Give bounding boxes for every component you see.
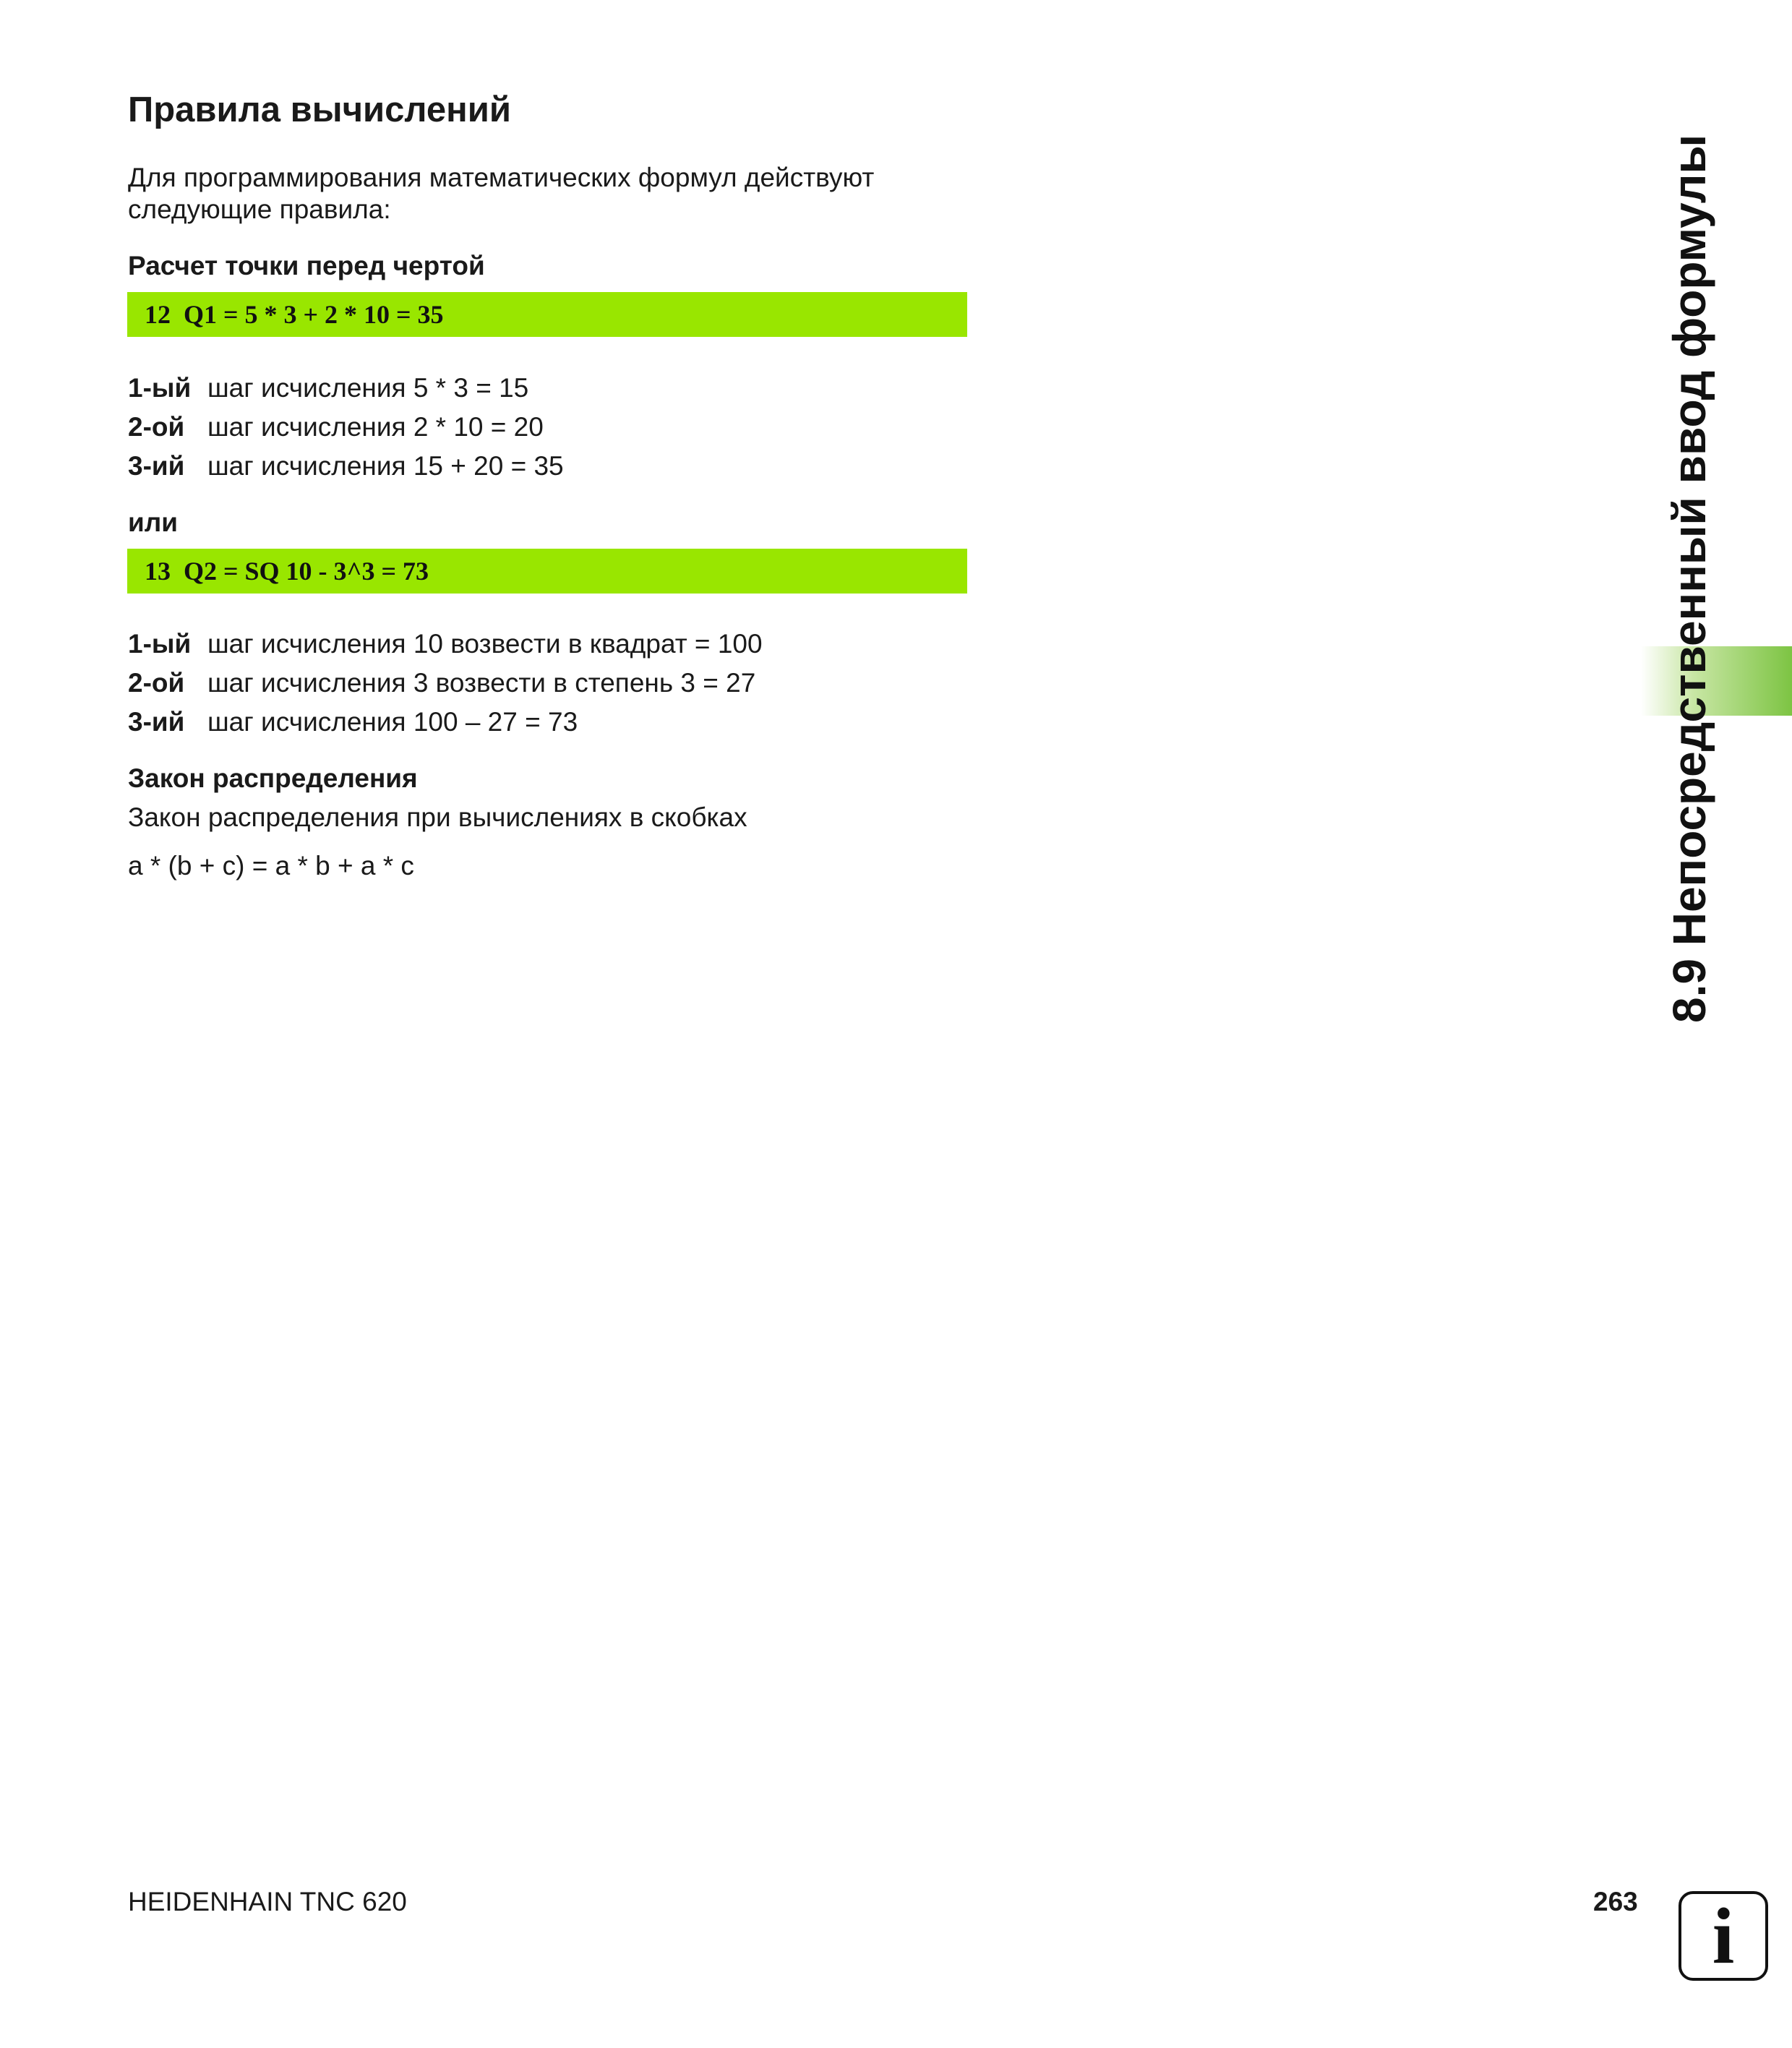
step-text: шаг исчисления 3 возвести в степень 3 = 27 [207, 668, 756, 698]
step-number: 2-ой [128, 412, 185, 442]
step-text: шаг исчисления 10 возвести в квадрат = 100 [207, 629, 763, 659]
intro-paragraph [128, 162, 874, 226]
page-number: 263 [1593, 1887, 1638, 1916]
info-icon-glyph: i [1712, 1891, 1735, 1980]
chapter-side-title: 8.9 Непосредственный ввод формулы [1663, 134, 1715, 1023]
distributive-law-description: Закон распределения при вычислениях в скобках [128, 802, 747, 832]
step-text: шаг исчисления 2 * 10 = 20 [207, 412, 544, 442]
step-number: 2-ой [128, 668, 185, 698]
distributive-law-formula: a * (b + c) = a * b + a * c [128, 851, 414, 881]
step-text: шаг исчисления 5 * 3 = 15 [207, 373, 529, 403]
intro-line-2: следующие правила: [128, 194, 391, 224]
step-number: 3-ий [128, 707, 185, 737]
info-icon [1679, 1891, 1768, 1981]
step-number: 1-ый [128, 629, 192, 659]
step-number: 3-ий [128, 451, 185, 481]
code-block-q1: 12 Q1 = 5 * 3 + 2 * 10 = 35 [127, 292, 967, 337]
calc-step [128, 412, 544, 442]
code-block-q2: 13 Q2 = SQ 10 - 3^3 = 73 [127, 549, 967, 594]
or-label: или [128, 507, 178, 537]
calc-step [128, 707, 578, 737]
calc-step [128, 451, 564, 481]
section-title-point-before-line: Расчет точки перед чертой [128, 251, 485, 280]
section-title-distributive-law: Закон распределения [128, 763, 418, 793]
footer-product-name: HEIDENHAIN TNC 620 [128, 1887, 407, 1916]
step-text: шаг исчисления 15 + 20 = 35 [207, 451, 564, 481]
calc-step [128, 629, 763, 659]
step-number: 1-ый [128, 373, 192, 403]
step-text: шаг исчисления 100 – 27 = 73 [207, 707, 578, 737]
calc-step [128, 668, 755, 698]
calc-step [128, 373, 528, 403]
page-heading: Правила вычислений [128, 90, 512, 129]
intro-line-1: Для программирования математических формул действуют [128, 163, 875, 192]
